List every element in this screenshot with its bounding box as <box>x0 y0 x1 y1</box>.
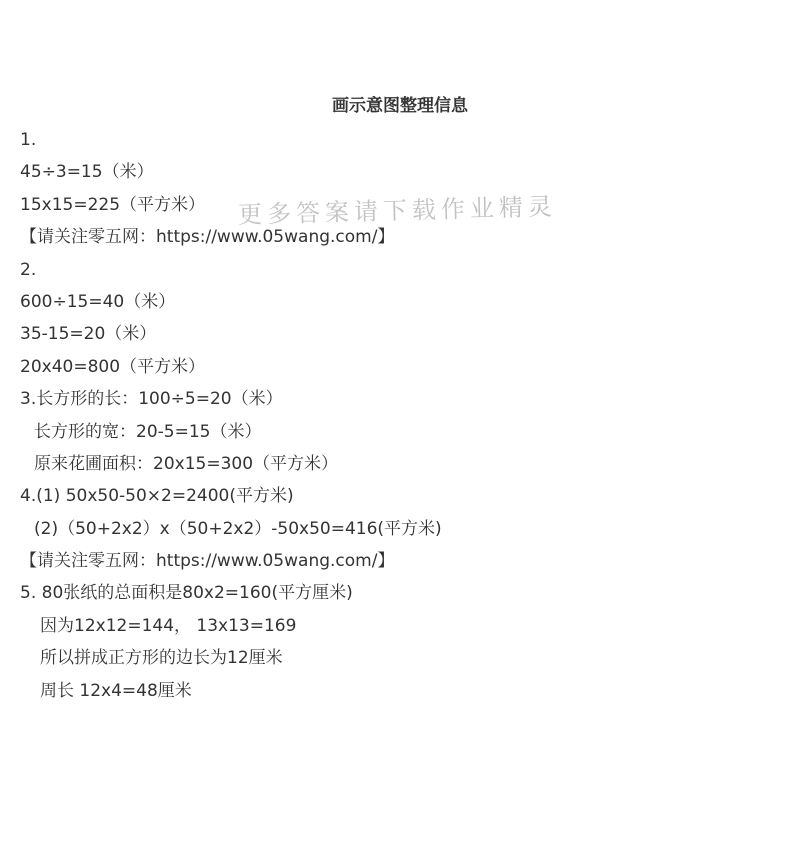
problem-5-step-4: 周长 12x4=48厘米 <box>40 680 192 701</box>
problem-3-step-1: 3.长方形的长：100÷5=20（米） <box>20 389 283 410</box>
problem-2-step-3: 20x40=800（平方米） <box>20 356 206 377</box>
page-title: 画示意图整理信息 <box>332 96 468 116</box>
problem-1-step-2: 15x15=225（平方米） <box>20 194 206 215</box>
problem-4-part-1: 4.(1) 50x50-50×2=2400(平方米) <box>20 486 294 507</box>
problem-2-step-1: 600÷15=40（米） <box>20 291 176 312</box>
problem-3-step-2: 长方形的宽：20-5=15（米） <box>34 421 262 442</box>
problem-1-step-1: 45÷3=15（米） <box>20 162 154 183</box>
site-notice: 【请关注零五网：https://www.05wang.com/】 <box>20 227 395 248</box>
watermark-text: 更多答案请下载作业精灵 <box>237 192 558 229</box>
problem-2-step-2: 35-15=20（米） <box>20 324 157 345</box>
site-notice: 【请关注零五网：https://www.05wang.com/】 <box>20 551 395 572</box>
problem-2-number: 2. <box>20 259 37 280</box>
problem-4-part-2: (2)（50+2x2）x（50+2x2）-50x50=416(平方米) <box>34 518 442 539</box>
problem-5-step-2: 因为12x12=144， 13x13=169 <box>40 615 297 636</box>
problem-5-step-3: 所以拼成正方形的边长为12厘米 <box>40 648 283 669</box>
problem-5-step-1: 5. 80张纸的总面积是80x2=160(平方厘米) <box>20 583 353 604</box>
problem-1-number: 1. <box>20 130 37 150</box>
problem-3-step-3: 原来花圃面积：20x15=300（平方米） <box>34 453 339 474</box>
